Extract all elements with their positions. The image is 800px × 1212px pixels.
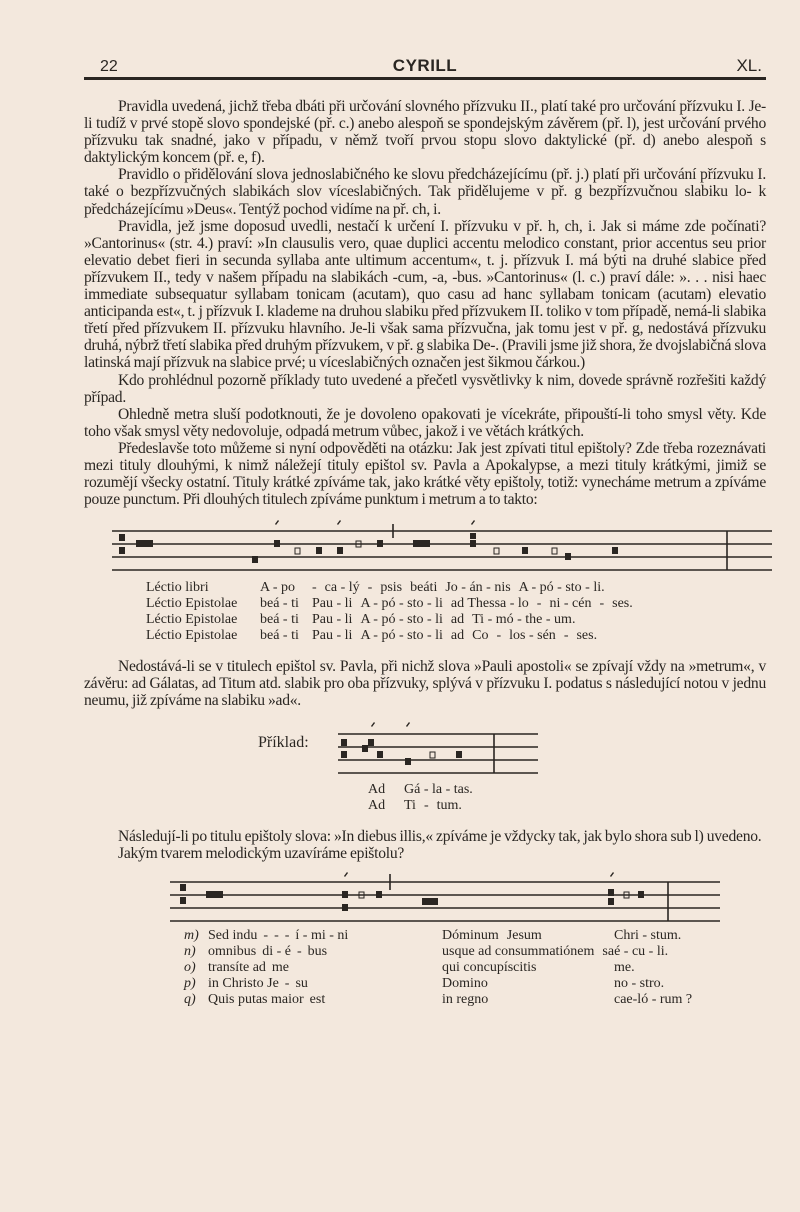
note	[456, 751, 462, 758]
lyric-group	[208, 928, 442, 944]
chant-staff-2	[336, 720, 542, 778]
note	[608, 898, 614, 905]
note	[470, 540, 476, 547]
lyric: me	[271, 959, 290, 975]
lyric-row	[146, 612, 766, 628]
example-letter: n)	[184, 943, 196, 959]
lyric: Léctio Epistolae	[146, 612, 238, 628]
example1-lyrics	[146, 580, 766, 644]
example3	[168, 872, 766, 1008]
lyric: -	[496, 628, 502, 644]
neumes	[180, 872, 644, 911]
lyric-group	[208, 960, 442, 976]
lyric-group	[442, 992, 614, 1008]
lyric: los - sén	[509, 628, 556, 644]
ligature-note	[422, 898, 438, 905]
book-page	[84, 0, 766, 1028]
ligature-note	[136, 540, 153, 547]
lyric: beá - ti	[260, 628, 299, 644]
lyric-group	[442, 928, 614, 944]
example-label: Příklad:	[258, 733, 309, 751]
note	[470, 533, 476, 539]
lyric: Domino	[442, 975, 488, 991]
lyric: A - pó - sto - li	[360, 628, 443, 644]
note	[274, 540, 280, 547]
hollow-note	[430, 752, 435, 758]
example-letter: m)	[184, 927, 199, 943]
note	[522, 547, 528, 554]
lyric: ca - lý	[324, 580, 360, 596]
do-clef-icon	[119, 547, 125, 554]
lyric: ad	[450, 628, 465, 644]
lyric: A - pó - sto - li	[360, 612, 443, 628]
lyric-row	[184, 992, 766, 1008]
lyric: A - pó - sto - li	[360, 596, 443, 612]
lyric-group	[442, 960, 614, 976]
lyric: Sed indu	[208, 927, 258, 943]
lyric: no - stro.	[614, 975, 665, 991]
lyric: beá - ti	[260, 612, 299, 628]
note	[368, 739, 374, 746]
lyric: -	[284, 927, 290, 943]
lyric: in Christo Je	[208, 975, 279, 991]
lyric: -	[599, 596, 605, 612]
lyric-row	[146, 596, 766, 612]
lyric: ad	[450, 612, 465, 628]
lyric: usque ad consummatiónem	[442, 943, 595, 959]
paragraph: Pravidla uvedená, jichž třeba dbáti při určování slovného přízvuku II., platí také pro určování přízvuku I. Je-li tudíž v prvé stopě slovo spondejské (př. c.) anebo alespoň se spondejským závěrem (př. l), jest určování prvého přízvuku tak snadné, jako v případu, v němž tvoří prvou stopu slovo daktylické (př. d) anebo alespoň s daktylickým koncem (př. e, f).	[84, 98, 766, 167]
do-clef-icon	[180, 884, 186, 891]
lyric: Léctio libri	[146, 580, 209, 596]
note	[377, 751, 383, 758]
lyric-row	[146, 580, 766, 596]
lyric-row	[146, 628, 766, 644]
lyric-row	[184, 960, 766, 976]
example-letter: q)	[184, 991, 196, 1007]
lyric: Chri - stum.	[614, 927, 682, 943]
body-text-bottom	[84, 828, 766, 862]
example-letter: p)	[184, 975, 196, 991]
note	[608, 889, 614, 896]
paragraph: Ohledně metra sluší podotknouti, že je dovoleno opakovati je vícekráte, připouští-li toho smysl věty. Kde toho však smysl věty nedovoluje, odpadá metrum vůbec, jakož i ve větách krátkých.	[84, 405, 766, 440]
do-clef-icon	[119, 534, 125, 541]
lyric-group	[208, 992, 442, 1008]
lyric: in regno	[442, 991, 489, 1007]
lyric-group	[208, 976, 442, 992]
example2-lyrics	[368, 782, 766, 814]
lyric: ni - cén	[549, 596, 592, 612]
accent-marks	[275, 520, 475, 525]
paragraph: Nedostává-li se v titulech epištol sv. Pavla, při nichž slova »Pauli apostoli« se zpívají vždy na »metrum«, v závěru: ad Gálatas, ad Titum atd. slabik pro oba přízvuky, splývá v přízvuku I. podatus s následující notou v jednu neumu, již zpíváme na slabiku »ad«.	[84, 658, 766, 710]
lyric: omnibus	[208, 943, 257, 959]
lyric: -	[367, 580, 373, 596]
lyric: Dóminum	[442, 927, 499, 943]
ligature-note	[206, 891, 223, 898]
lyric-row	[368, 798, 766, 814]
lyric: -	[312, 580, 317, 596]
note	[638, 891, 644, 898]
note	[376, 891, 382, 898]
lyric: beáti	[410, 580, 438, 596]
lyric: transíte ad	[208, 959, 266, 975]
lyric: Pau - li	[312, 628, 353, 644]
lyric: saé - cu - li.	[602, 943, 669, 959]
do-clef-icon	[341, 739, 347, 746]
lyric: Pau - li	[312, 612, 353, 628]
lyric: -	[297, 943, 302, 959]
do-clef-icon	[180, 897, 186, 904]
note	[337, 547, 343, 554]
lyric-row	[184, 976, 766, 992]
running-header	[84, 56, 766, 82]
lyric: cae-ló - rum ?	[614, 991, 693, 1007]
chant-staff-1	[110, 518, 780, 576]
note	[565, 553, 571, 560]
lyric: tum.	[436, 797, 462, 813]
lyric: di - é	[262, 943, 291, 959]
lyric-row	[184, 944, 766, 960]
paragraph: Kdo prohlédnul pozorně příklady tuto uvedené a přečetl vysvětlivky k nim, dovede správně rozřešiti každý případ.	[84, 371, 766, 406]
note	[342, 904, 348, 911]
do-clef-icon	[341, 751, 347, 758]
page-number: 22	[100, 58, 118, 75]
chant-staff-3	[168, 872, 728, 924]
lyric: A - pó - sto - li.	[518, 580, 605, 596]
lyric: Léctio Epistolae	[146, 596, 238, 612]
note	[612, 547, 618, 554]
paragraph: Jakým tvarem melodickým uzavíráme epištolu?	[118, 844, 405, 862]
note	[342, 891, 348, 898]
volume-number: XL.	[736, 56, 762, 75]
lyric: -	[563, 628, 569, 644]
staff-lines	[112, 531, 772, 570]
lyric: -	[274, 927, 279, 943]
lyric-row	[184, 928, 766, 944]
paragraph: Předeslavše toto můžeme si nyní odpověděti na otázku: Jak jest zpívati titul epištoly? Zde třeba rozeznávati mezi tituly dlouhými, k nimž náležejí tituly epištol sv. Pavla a Apokalypse, a mezi tituly krátkými, jimiž se rozumějí všecky ostatní. Tituly krátké zpíváme tak, jako krátké věty epištoly, totiž: vynecháme metrum a zpíváme pouze punctum. Při dlouhých titulech zpíváme punktum i metrum a to takto:	[84, 439, 766, 509]
note	[362, 745, 368, 752]
lyric: su	[295, 975, 308, 991]
lyric: Léctio Epistolae	[146, 628, 238, 644]
lyric: -	[423, 797, 429, 813]
lyric: -	[263, 927, 269, 943]
body-text-top	[84, 98, 766, 508]
lyric: ses.	[612, 596, 633, 612]
lyric: psis	[380, 580, 403, 596]
lyric-row	[368, 782, 766, 798]
note	[252, 556, 258, 563]
lyric: -	[536, 596, 542, 612]
neumes	[119, 533, 618, 563]
example1	[110, 518, 766, 576]
lyric-group	[208, 944, 442, 960]
lyric: Ti - mó - the - um.	[472, 612, 576, 628]
example3-lyrics	[184, 928, 766, 1008]
body-text-mid	[84, 658, 766, 709]
example2	[258, 720, 766, 778]
header-rule	[84, 77, 766, 80]
lyric: qui concupíscitis	[442, 959, 537, 975]
lyric: A - po	[260, 580, 295, 596]
lyric: ses.	[576, 628, 598, 644]
lyric: -	[284, 975, 290, 991]
lyric: Jo - án - nis	[445, 580, 511, 596]
note	[316, 547, 322, 554]
lyric: Ti	[404, 797, 416, 813]
lyric: Jesum	[506, 927, 542, 943]
lyric: Ad	[368, 797, 386, 813]
lyric: Co	[472, 628, 489, 644]
note	[377, 540, 383, 547]
note	[405, 758, 411, 765]
example3-staff-wrap	[168, 872, 766, 924]
lyric: ad Thessa - lo	[450, 596, 529, 612]
lyric: Gá - la - tas.	[404, 781, 473, 797]
lyric-group	[442, 976, 614, 992]
running-title: CYRILL	[392, 56, 458, 75]
lyric: beá - ti	[260, 596, 299, 612]
lyric: bus	[307, 943, 328, 959]
lyric: í - mi - ni	[295, 927, 349, 943]
lyric: Ad	[368, 781, 386, 797]
paragraph: Pravidlo o přidělování slova jednoslabičného ke slovu předcházejícímu (př. j.) platí při určování přízvuku I. také o bezpřízvučných slabikách slov víceslabičných. Tak přidělujeme v př. g bezpřízvučnou slabiku lo- k předcházejícímu »Deus«. Tentýž pochod vidíme na př. ch, i.	[84, 166, 766, 218]
ligature-note	[413, 540, 430, 547]
neumes	[341, 722, 462, 765]
lyric: est	[309, 991, 326, 1007]
lyric: Pau - li	[312, 596, 353, 612]
lyric: Quis putas maior	[208, 991, 304, 1007]
paragraph: Následují-li po titulu epištoly slova: »In diebus illis,« zpíváme je vždycky tak, jak bylo shora sub l) uvedeno.	[118, 827, 762, 845]
paragraph: Pravidla, jež jsme doposud uvedli, nestačí k určení I. přízvuku v př. h, ch, i. Jak si máme zde počínati? »Cantorinus« (str. 4.) praví: »In clausulis vero, quae duplici accentu melodico constant, prior accentus seu prior elevatio debet fieri in secunda syllaba ante ultimum accentum«, t. j. přízvuk I. má býti na druhé slabice před přízvukem II., tedy v našem případu na slabikách -cum, -a, -bus. »Cantorinus« (l. c.) praví dále: ». . . nisi haec immediate subsequatur syllabam tonicam (acutam), quo casu ad hanc syllabam tonicam (acutam) elevatio anticipanda est«, t. j přízvuk I. klademe na druhou slabiku před přízvukem II. toliko v tom případě, nemá-li slabika třetí před přízvukem II. přízvuku hlavního. Je-li však sama přízvučna, jak tomu jest v př. g, nedostává přízvuku druhá, nýbrž třetí slabika před druhým přízvukem, v př. g slabika De-. (Pravili jsme již shora, že dvojslabičná slova latinská mají přízvuk na slabice prvé; u víceslabičných označen jest šikmou čárkou.)	[84, 217, 766, 372]
example-letter: o)	[184, 959, 196, 975]
staff-lines	[170, 874, 720, 921]
lyric: me.	[614, 959, 635, 975]
